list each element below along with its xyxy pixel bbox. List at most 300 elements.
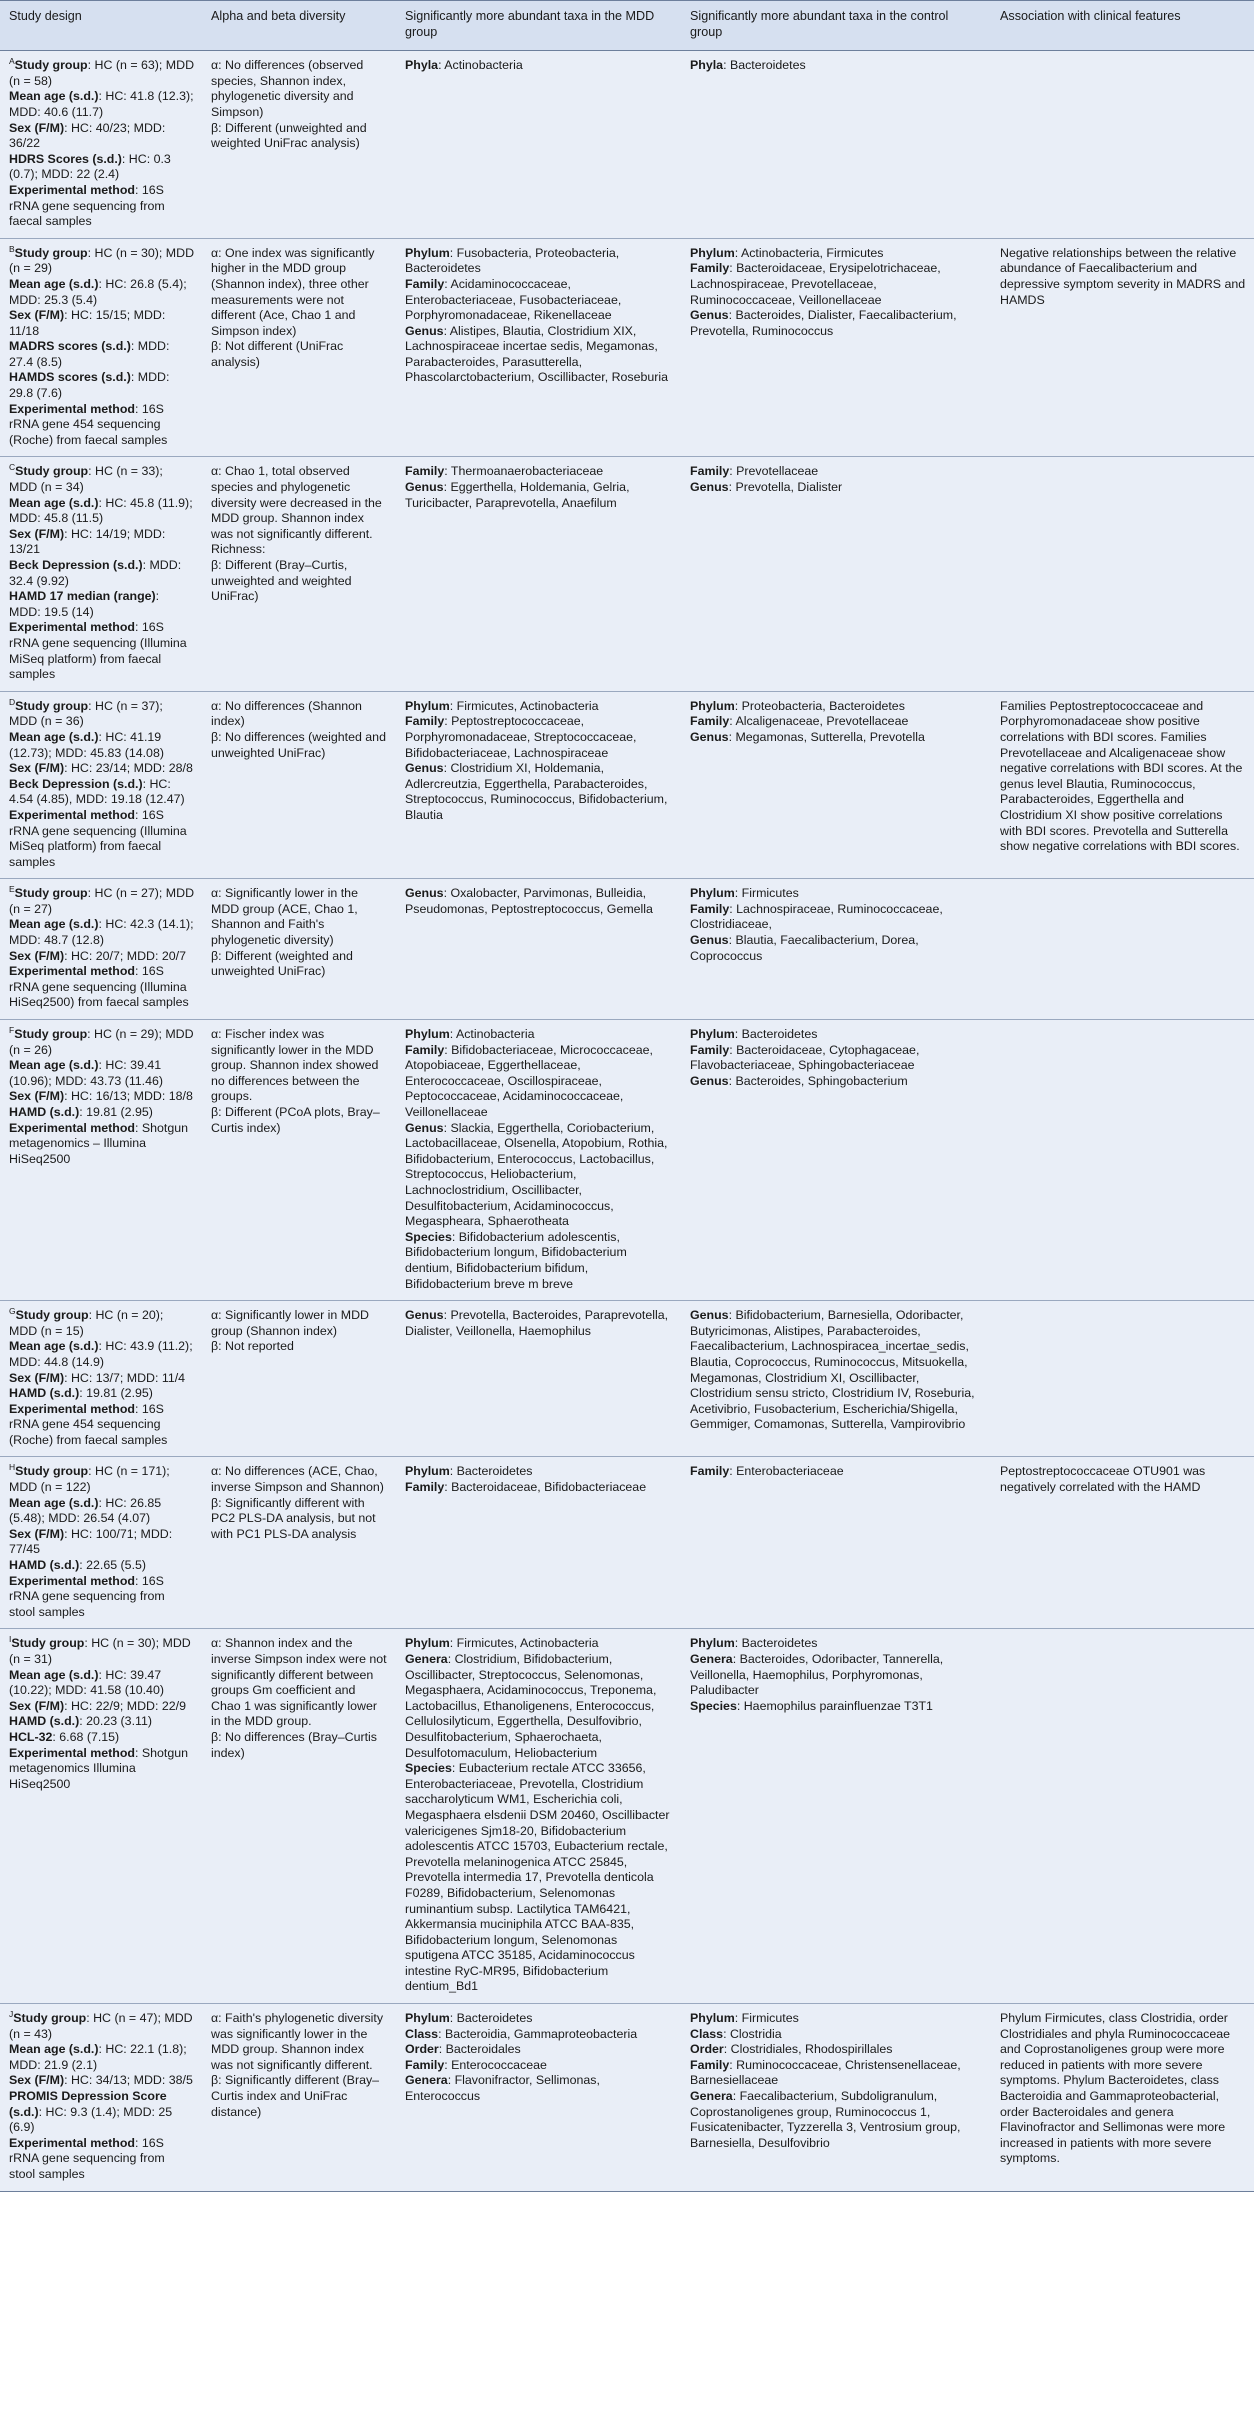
diversity-line: β: Different (unweighted and weighted UniFrac analysis): [211, 120, 367, 151]
field-label: Phylum: [690, 1636, 735, 1651]
labeled-line: [9, 277, 194, 308]
cell-diversity: [202, 238, 396, 457]
cell-mdd-taxa: [396, 691, 681, 879]
labeled-line: [690, 1652, 983, 1699]
labeled-line: [405, 480, 673, 511]
field-value: : MDD: 29.8 (7.6): [9, 370, 170, 401]
field-label: Family: [690, 1042, 730, 1057]
field-value: : Haemophilus parainfluenzae T3T1: [736, 1698, 933, 1713]
field-value: : Bacteroidales: [438, 2042, 521, 2057]
table-row: [0, 1301, 1254, 1457]
field-value: : HC (n = 29); MDD (n = 26): [9, 1027, 194, 1057]
field-label: Genus: [405, 886, 444, 901]
field-label: Sex (F/M): [9, 120, 65, 135]
header-control-taxa: Significantly more abundant taxa in the control group: [681, 1, 991, 51]
field-label: Phyla: [690, 58, 724, 73]
field-value: : Acidaminococcaceae, Enterobacteriaceae, Fusobacteriaceae, Porphyromonadaceae, Rikenellaceae: [405, 276, 622, 323]
labeled-line: [405, 324, 673, 386]
cell-diversity: [202, 1629, 396, 2004]
labeled-line: [9, 1089, 194, 1105]
field-value: : HC: 23/14; MDD: 28/8: [64, 761, 193, 776]
cell-control-taxa: [681, 1629, 991, 2004]
field-value: : HC (n = 30); MDD (n = 31): [9, 1636, 191, 1666]
field-label: Study group: [14, 886, 88, 901]
labeled-line: [405, 1308, 673, 1339]
field-label: Phylum: [690, 2011, 735, 2026]
field-value: : HC: 41.8 (12.3); MDD: 40.6 (11.7): [9, 89, 194, 119]
cell-clinical: [991, 879, 1254, 1020]
table-row: [0, 1020, 1254, 1301]
field-label: Study group: [14, 1027, 88, 1042]
field-label: Study group: [13, 2011, 87, 2026]
field-value: : Prevotella, Dialister: [728, 480, 843, 495]
field-value: : HC: 41.19 (12.73); MDD: 45.83 (14.08): [9, 729, 164, 760]
field-value: : HC: 20/7; MDD: 20/7: [64, 948, 186, 963]
labeled-line: [690, 1308, 983, 1433]
row-marker: D: [9, 696, 16, 707]
row-marker: G: [9, 1306, 16, 1316]
field-value: : Bacteroides, Dialister, Faecalibacterium, Prevotella, Ruminococcus: [690, 308, 957, 338]
field-value: : HC: 4.54 (4.85), MDD: 19.18 (12.47): [9, 776, 185, 807]
table-body: [0, 51, 1254, 2191]
labeled-line: [9, 589, 194, 620]
field-label: Species: [405, 1229, 452, 1244]
labeled-line: [9, 1714, 194, 1730]
labeled-line: [9, 620, 194, 682]
cell-mdd-taxa: [396, 1629, 681, 2004]
field-value: : HC: 40/23; MDD: 36/22: [9, 120, 166, 151]
labeled-line: [9, 496, 194, 527]
cell-study-design: [0, 879, 202, 1020]
field-label: HAMD (s.d.): [9, 1714, 80, 1729]
field-label: Experimental method: [9, 2135, 135, 2150]
field-label: Genera: [690, 1652, 733, 1666]
field-value: : Bacteroidetes: [723, 58, 806, 73]
cell-clinical: Negative relationships between the relative abundance of Faecalibacterium and depressive symptom severity in MADRS and HAMDS: [991, 238, 1254, 457]
labeled-line: [9, 1371, 194, 1387]
field-label: Experimental method: [9, 1573, 135, 1588]
cell-study-design: [0, 691, 202, 879]
field-value: : MDD: 32.4 (9.92): [9, 558, 182, 588]
labeled-line: [405, 1464, 673, 1480]
field-value: : HC (n = 33); MDD (n = 34): [9, 464, 163, 495]
cell-mdd-taxa: [396, 457, 681, 691]
labeled-line: [9, 308, 194, 339]
field-value: : Peptostreptococcaceae, Porphyromonadaceae, Streptococcaceae, Bifidobacteriaceae, Lachnospiraceae: [405, 714, 637, 760]
field-label: Family: [690, 901, 730, 916]
cell-clinical: Peptostreptococcaceae OTU901 was negatively correlated with the HAMD: [991, 1457, 1254, 1629]
labeled-line: [9, 1496, 194, 1527]
cell-diversity: [202, 691, 396, 879]
cell-clinical: [991, 51, 1254, 239]
labeled-line: [9, 2008, 194, 2042]
field-label: Class: [690, 2026, 724, 2041]
field-value: : Actinobacteria: [438, 58, 523, 73]
field-value: : HC: 22.1 (1.8); MDD: 21.9 (2.1): [9, 2042, 187, 2072]
field-label: Experimental method: [9, 807, 135, 822]
header-mdd-taxa: Significantly more abundant taxa in the MDD group: [396, 1, 681, 51]
field-label: Mean age (s.d.): [9, 729, 99, 744]
field-label: Genus: [690, 933, 729, 948]
labeled-line: [9, 761, 194, 777]
labeled-line: [9, 730, 194, 761]
field-value: : 16S rRNA gene sequencing from faecal samples: [9, 182, 165, 229]
cell-diversity: [202, 1301, 396, 1457]
diversity-line: β: No differences (weighted and unweighted UniFrac): [211, 729, 386, 760]
field-label: Genus: [405, 480, 444, 495]
field-value: : Thermoanaerobacteriaceae: [444, 464, 604, 479]
field-value: : Ruminococcaceae, Christensenellaceae, Barnesiellaceae: [690, 2057, 961, 2088]
field-value: : 19.81 (2.95): [79, 1105, 153, 1119]
header-study-design: Study design: [0, 1, 202, 51]
labeled-line: [9, 183, 194, 230]
labeled-line: [405, 1652, 673, 1761]
field-label: Phylum: [690, 698, 735, 713]
field-value: : Blautia, Faecalibacterium, Dorea, Coprococcus: [690, 933, 919, 963]
labeled-line: [9, 1339, 194, 1370]
labeled-line: [9, 243, 195, 277]
diversity-line: β: Not reported: [211, 1339, 294, 1354]
field-label: Family: [405, 2057, 445, 2072]
labeled-line: [9, 1699, 194, 1715]
labeled-line: [9, 370, 194, 401]
field-label: Family: [690, 464, 730, 479]
labeled-line: [405, 2042, 673, 2058]
field-label: Study group: [15, 464, 89, 479]
field-label: Experimental method: [9, 964, 135, 979]
diversity-line: α: Faith's phylogenetic diversity was significantly lower in the MDD group. Shannon index was not significantly different.: [211, 2011, 384, 2072]
field-label: HAMD 17 median (range): [9, 589, 156, 604]
labeled-line: [9, 696, 194, 730]
header-clinical: Association with clinical features: [991, 1, 1254, 51]
field-label: Phylum: [405, 1464, 450, 1479]
field-value: : HC: 42.3 (14.1); MDD: 48.7 (12.8): [9, 917, 194, 948]
field-value: : Alcaligenaceae, Prevotellaceae: [729, 714, 909, 729]
field-value: : HC: 45.8 (11.9); MDD: 45.8 (11.5): [9, 495, 193, 526]
cell-diversity: [202, 2004, 396, 2192]
labeled-line: [405, 246, 673, 277]
labeled-line: [9, 777, 194, 808]
field-label: Experimental method: [9, 1745, 135, 1760]
field-value: : Bacteroidetes: [449, 2011, 533, 2026]
cell-mdd-taxa: [396, 1020, 681, 1301]
labeled-line: [9, 1746, 194, 1793]
field-value: : HC: 9.3 (1.4); MDD: 25 (6.9): [9, 2104, 173, 2135]
field-label: Family: [690, 714, 730, 729]
field-value: : Firmicutes, Actinobacteria: [449, 698, 599, 713]
field-label: Genus: [405, 761, 444, 776]
table-row: [0, 51, 1254, 239]
field-value: : 16S rRNA gene sequencing from stool samples: [9, 1573, 165, 1619]
field-value: : HC (n = 37); MDD (n = 36): [9, 698, 163, 729]
field-value: : Clostridium XI, Holdemania, Adlercreutzia, Eggerthella, Parabacteroides, Streptococcus, Ruminococcus, Bifidobacterium, Blautia: [405, 761, 668, 822]
labeled-line: [9, 1730, 194, 1746]
field-label: Genus: [690, 1308, 729, 1323]
cell-study-design: [0, 2004, 202, 2192]
field-label: Phylum: [690, 1027, 735, 1042]
field-label: Mean age (s.d.): [9, 2042, 99, 2057]
field-label: Sex (F/M): [9, 526, 65, 541]
labeled-line: [9, 949, 194, 965]
labeled-line: [9, 1574, 194, 1621]
labeled-line: [9, 527, 194, 558]
field-label: Phylum: [405, 698, 450, 713]
field-label: Mean age (s.d.): [9, 1667, 99, 1682]
field-label: Order: [405, 2042, 439, 2057]
cell-study-design: [0, 1020, 202, 1301]
labeled-line: [405, 1480, 673, 1496]
labeled-line: [405, 277, 673, 324]
field-label: Sex (F/M): [9, 2073, 65, 2088]
diversity-line: α: No differences (ACE, Chao, inverse Simpson and Shannon): [211, 1464, 384, 1495]
row-marker: C: [9, 462, 16, 473]
field-label: Sex (F/M): [9, 308, 65, 323]
field-label: HAMD (s.d.): [9, 1386, 80, 1401]
field-value: : HC (n = 63); MDD (n = 58): [9, 58, 195, 88]
diversity-line: β: Not different (UniFrac analysis): [211, 339, 344, 369]
cell-clinical: [991, 1301, 1254, 1457]
field-label: Study group: [14, 245, 88, 260]
labeled-line: [405, 1043, 673, 1121]
labeled-line: [9, 2136, 194, 2183]
field-value: : 16S rRNA gene sequencing (Illumina MiSeq platform) from faecal samples: [9, 807, 187, 869]
field-value: : HC: 39.41 (10.96); MDD: 43.73 (11.46): [9, 1058, 164, 1088]
cell-control-taxa: [681, 2004, 991, 2192]
field-label: Class: [405, 2026, 439, 2041]
field-value: : Bifidobacterium adolescentis, Bifidobacterium longum, Bifidobacterium dentium, Bifidobacterium bifidum, Bifidobacterium breve m breve: [405, 1229, 627, 1291]
field-label: Experimental method: [9, 182, 135, 197]
field-label: Genus: [405, 1308, 444, 1323]
field-label: Family: [405, 714, 445, 729]
field-value: : Clostridium, Bifidobacterium, Oscillibacter, Streptococcus, Selenomonas, Megasphaera, Acidaminococcus, Treponema, Lactobacillus, Ethanoligenens, Enterococcus, Cellulosilyticum, Eggerthella, Desulfovibrio, Desulfitobacterium, Sphaerochaeta, Desulfotomaculum, Heliobacterium: [405, 1652, 657, 1760]
labeled-line: [9, 1464, 194, 1495]
labeled-line: [9, 1386, 194, 1402]
labeled-line: [690, 902, 983, 933]
field-label: Phylum: [405, 2011, 450, 2026]
field-value: : Proteobacteria, Bacteroidetes: [734, 698, 905, 713]
field-label: Species: [690, 1698, 737, 1713]
labeled-line: [9, 121, 194, 152]
field-label: MADRS scores (s.d.): [9, 339, 131, 354]
field-label: Genera: [690, 2089, 733, 2104]
labeled-line: [405, 58, 673, 74]
labeled-line: [690, 1699, 983, 1715]
diversity-line: α: Significantly lower in MDD group (Shannon index): [211, 1308, 369, 1338]
field-value: : HC: 100/71; MDD: 77/45: [9, 1526, 173, 1557]
field-value: : Faecalibacterium, Subdoligranulum, Coprostanoligenes group, Ruminococcus 1, Fusicatenibacter, Tyzzerella 3, Ventrosium group, Barnesiella, Desulfovibrio: [690, 2089, 961, 2150]
cell-control-taxa: [681, 457, 991, 691]
field-label: Study group: [15, 698, 89, 713]
field-value: : Bacteroidetes: [734, 1636, 818, 1651]
diversity-line: β: Different (weighted and unweighted UniFrac): [211, 948, 353, 979]
labeled-line: [9, 339, 194, 370]
labeled-line: [690, 2011, 983, 2027]
labeled-line: [690, 480, 983, 496]
labeled-line: [9, 1668, 194, 1699]
field-label: Genus: [690, 1073, 729, 1088]
field-value: : Lachnospiraceae, Ruminococcaceae, Clostridiaceae,: [690, 901, 943, 932]
labeled-line: [690, 714, 983, 730]
field-value: : HC: 13/7; MDD: 11/4: [64, 1370, 186, 1385]
table-row: [0, 879, 1254, 1020]
labeled-line: [690, 464, 983, 480]
labeled-line: [9, 1121, 194, 1168]
cell-diversity: [202, 1457, 396, 1629]
row-marker: E: [9, 884, 15, 895]
field-label: HCL-32: [9, 1729, 53, 1744]
field-value: : MDD: 19.5 (14): [9, 589, 160, 619]
labeled-line: [405, 1636, 673, 1652]
labeled-line: [9, 808, 194, 870]
diversity-line: α: No differences (observed species, Shannon index, phylogenetic diversity and Simpson): [211, 58, 364, 119]
cell-mdd-taxa: [396, 238, 681, 457]
table-row: [0, 1629, 1254, 2004]
cell-mdd-taxa: [396, 1301, 681, 1457]
field-value: : Flavonifractor, Sellimonas, Enterococcus: [405, 2073, 600, 2104]
row-marker: H: [9, 1462, 16, 1473]
field-value: : HC (n = 30); MDD (n = 29): [9, 245, 195, 276]
field-label: Mean age (s.d.): [9, 1339, 99, 1354]
field-value: : Clostridia: [723, 2026, 782, 2041]
field-value: : 16S rRNA gene 454 sequencing (Roche) from faecal samples: [9, 1401, 168, 1447]
field-value: : Bacteroidaceae, Bifidobacteriaceae: [444, 1480, 647, 1495]
field-value: : Oxalobacter, Parvimonas, Bulleidia, Pseudomonas, Peptostreptococcus, Gemella: [405, 886, 653, 916]
diversity-line: α: One index was significantly higher in the MDD group (Shannon index), three other measurements were not different (Ace, Chao 1 and Simpson index): [211, 245, 375, 338]
labeled-line: [9, 886, 194, 917]
labeled-line: [690, 1027, 983, 1043]
field-label: Beck Depression (s.d.): [9, 776, 143, 791]
field-value: : Bacteroides, Odoribacter, Tannerella, Veillonella, Haemophilus, Porphyromonas, Paludibacter: [690, 1652, 944, 1698]
field-value: : Bacteroidetes: [734, 1027, 818, 1042]
field-label: Family: [405, 1042, 445, 1057]
cell-study-design: [0, 238, 202, 457]
field-value: : 22.65 (5.5): [79, 1558, 147, 1573]
cell-diversity: [202, 1020, 396, 1301]
field-label: Family: [405, 464, 445, 479]
field-value: : Eggerthella, Holdemania, Gelria, Turicibacter, Paraprevotella, Anaefilum: [405, 480, 630, 510]
labeled-line: [405, 464, 673, 480]
table-row: [0, 238, 1254, 457]
header-row: [0, 1, 1254, 51]
cell-study-design: [0, 457, 202, 691]
cell-study-design: [0, 51, 202, 239]
field-label: Genera: [405, 2073, 448, 2088]
field-value: : HC (n = 47); MDD (n = 43): [9, 2011, 193, 2041]
field-value: : HC: 15/15; MDD: 11/18: [9, 308, 166, 338]
labeled-line: [405, 1121, 673, 1230]
field-value: : 16S rRNA gene sequencing (Illumina HiSeq2500) from faecal samples: [9, 964, 189, 1010]
labeled-line: [690, 261, 983, 308]
labeled-line: [9, 1636, 194, 1667]
field-value: : HC: 43.9 (11.2); MDD: 44.8 (14.9): [9, 1339, 193, 1369]
field-value: : Bifidobacteriaceae, Micrococcaceae, Atopobiaceae, Eggerthellaceae, Enterococcaceae, Oscillospiraceae, Peptococcaceae, Acidaminococcaceae, Veillonellaceae: [405, 1042, 653, 1119]
field-label: Study group: [14, 58, 88, 73]
labeled-line: [690, 2027, 983, 2043]
field-label: Mean age (s.d.): [9, 917, 99, 932]
labeled-line: [690, 308, 983, 339]
cell-mdd-taxa: [396, 51, 681, 239]
field-value: : Bacteroides, Sphingobacterium: [728, 1073, 908, 1088]
field-value: : HC: 34/13; MDD: 38/5: [64, 2073, 193, 2088]
field-value: : Prevotella, Bacteroides, Paraprevotella, Dialister, Veillonella, Haemophilus: [405, 1308, 669, 1338]
table-row: [0, 2004, 1254, 2192]
field-label: Phylum: [690, 886, 735, 901]
field-value: : Enterobacteriaceae: [729, 1464, 844, 1479]
labeled-line: [405, 761, 673, 823]
field-value: : Bacteroidaceae, Cytophagaceae, Flavobacteriaceae, Sphingobacteriaceae: [690, 1042, 920, 1073]
field-label: Family: [405, 276, 445, 291]
field-value: : Prevotellaceae: [729, 464, 819, 479]
cell-clinical: [991, 1020, 1254, 1301]
field-value: : Shotgun metagenomics Illumina HiSeq2500: [9, 1745, 189, 1791]
labeled-line: [690, 2089, 983, 2151]
field-label: PROMIS Depression Score (s.d.): [9, 2089, 167, 2119]
labeled-line: [405, 886, 673, 917]
labeled-line: [9, 1527, 194, 1558]
field-value: : HC: 22/9; MDD: 22/9: [64, 1698, 186, 1713]
field-label: Beck Depression (s.d.): [9, 558, 143, 572]
field-label: Genera: [405, 1652, 448, 1666]
field-label: Sex (F/M): [9, 948, 65, 963]
field-value: : Actinobacteria: [449, 1027, 535, 1042]
field-label: Genus: [690, 729, 729, 744]
field-value: : Enterococcaceae: [444, 2057, 547, 2072]
labeled-line: [9, 1058, 194, 1089]
field-label: Family: [690, 261, 730, 276]
field-value: : Slackia, Eggerthella, Coriobacterium, Lactobacillaceae, Olsenella, Atopobium, Rothia, Bifidobacterium, Enterococcus, Lactobacillus, Streptococcus, Heliobacterium, Lachnoclostridium, Oscillibacter, Desulfitobacterium, Acidaminococcus, Megaspheara, Sphaerotheata: [405, 1120, 668, 1229]
cell-study-design: [0, 1629, 202, 2004]
field-value: : Bacteroidia, Gammaproteobacteria: [438, 2026, 638, 2041]
field-value: : HC: 39.47 (10.22); MDD: 41.58 (10.40): [9, 1667, 164, 1698]
labeled-line: [405, 2058, 673, 2074]
field-label: HAMD (s.d.): [9, 1105, 80, 1119]
labeled-line: [9, 58, 194, 89]
cell-clinical: [991, 457, 1254, 691]
labeled-line: [690, 699, 983, 715]
table-header: [0, 1, 1254, 51]
field-label: Sex (F/M): [9, 761, 65, 776]
field-label: Phylum: [405, 1027, 450, 1042]
field-label: Experimental method: [9, 1120, 135, 1135]
field-value: : Eubacterium rectale ATCC 33656, Enterobacteriaceae, Prevotella, Clostridium saccharolyticum WM1, Escherichia coli, Megasphaera elsdenii DSM 20460, Oscillibacter valericigenes Sjm18-20, Bifidobacterium adolescentis ATCC 15703, Eubacterium rectale, Prevotella melaninogenica ATCC 25845, Prevotella intermedia 17, Prevotella denticola F0289, Bifidobacterium, Selenomonas ruminantium subsp. Lactilytica TAM6421, Akkermansia muciniphila ATCC BAA-835, Bifidobacterium longum, Selenomonas sputigena ATCC 35185, Acidaminococcus intestine RyC-MR95, Bifidobacterium dentium_Bd1: [405, 1761, 670, 1994]
field-label: Phylum: [405, 1636, 450, 1651]
labeled-line: [690, 2058, 983, 2089]
field-value: : 16S rRNA gene 454 sequencing (Roche) from faecal samples: [9, 401, 168, 447]
labeled-line: [405, 2011, 673, 2027]
field-label: Experimental method: [9, 1401, 135, 1416]
field-label: Family: [690, 2057, 730, 2072]
cell-diversity: [202, 51, 396, 239]
cell-control-taxa: [681, 879, 991, 1020]
field-value: : Firmicutes, Actinobacteria: [449, 1636, 599, 1651]
field-label: HDRS Scores (s.d.): [9, 151, 122, 166]
cell-diversity: [202, 457, 396, 691]
diversity-line: α: Chao 1, total observed species and phylogenetic diversity were decreased in the MDD group. Shannon index was not significantly different. Richness:: [211, 464, 382, 557]
field-value: : MDD: 27.4 (8.5): [9, 339, 170, 369]
row-marker: A: [9, 56, 15, 67]
field-value: : Clostridiales, Rhodospirillales: [723, 2042, 893, 2057]
row-marker: F: [9, 1024, 15, 1035]
labeled-line: [690, 1074, 983, 1090]
field-value: : HC (n = 27); MDD (n = 27): [9, 886, 195, 916]
field-value: : Firmicutes: [734, 2011, 799, 2026]
labeled-line: [405, 1027, 673, 1043]
field-value: : 6.68 (7.15): [52, 1729, 120, 1744]
labeled-line: [9, 2073, 194, 2089]
labeled-line: [405, 2027, 673, 2043]
header-diversity: Alpha and beta diversity: [202, 1, 396, 51]
labeled-line: [690, 246, 983, 262]
